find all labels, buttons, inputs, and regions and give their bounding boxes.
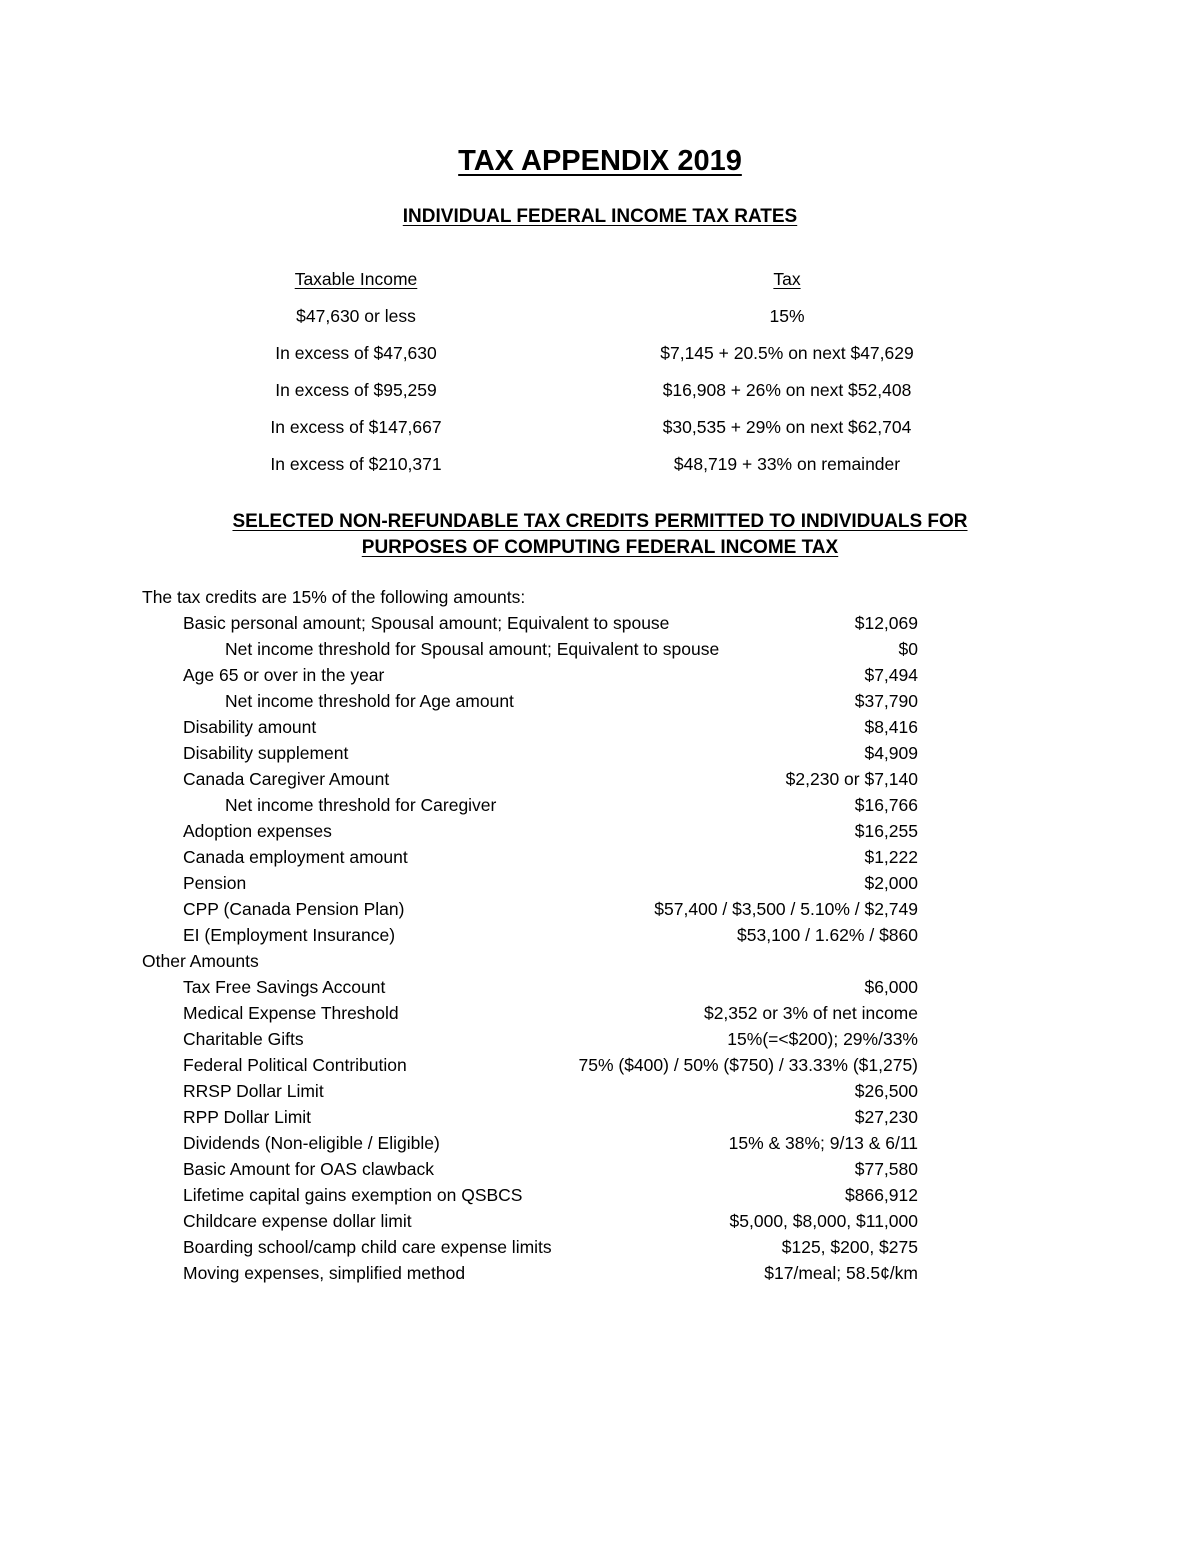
credit-value: $57,400 / $3,500 / 5.10% / $2,749 [654,899,918,919]
credit-label: Net income threshold for Spousal amount; Equivalent to spouse [225,639,720,659]
credit-value: $8,416 [864,717,918,737]
tax-rate-row [0,340,1200,377]
credit-value: $866,912 [845,1185,918,1205]
credit-label: CPP (Canada Pension Plan) [183,899,405,919]
tax-rates-table [0,266,1200,488]
credit-label: Basic Amount for OAS clawback [183,1159,434,1179]
credit-row [0,792,1200,818]
credit-label: Medical Expense Threshold [183,1003,399,1023]
credit-value: $125, $200, $275 [781,1237,918,1257]
credit-label: Dividends (Non-eligible / Eligible) [183,1133,440,1153]
credit-value: $27,230 [854,1107,918,1127]
credit-row [0,662,1200,688]
tax-rate-row [0,303,1200,340]
credit-label: Adoption expenses [183,821,332,841]
credit-label: Net income threshold for Caregiver [225,795,497,815]
credit-row [0,844,1200,870]
credit-value: $16,255 [854,821,918,841]
tax-rates-header-row [0,266,1200,303]
credit-value: $2,352 or 3% of net income [703,1003,918,1023]
credit-value: 75% ($400) / 50% ($750) / 33.33% ($1,275) [578,1055,918,1075]
rates-section-title: INDIVIDUAL FEDERAL INCOME TAX RATES [402,206,798,227]
credit-label: EI (Employment Insurance) [183,925,396,945]
credit-label: Boarding school/camp child care expense limits [183,1237,552,1257]
credit-row [0,870,1200,896]
credit-row [0,1000,1200,1026]
credit-label: Federal Political Contribution [183,1055,407,1075]
credits-section-title [0,509,1200,561]
credit-value: $26,500 [854,1081,918,1101]
credit-value: $2,230 or $7,140 [785,769,918,789]
tax-cell: $7,145 + 20.5% on next $47,629 [660,343,914,363]
credit-row [0,1234,1200,1260]
credits-heading-line-1: SELECTED NON-REFUNDABLE TAX CREDITS PERMITTED TO INDIVIDUALS FOR [232,511,968,532]
credit-label: The tax credits are 15% of the following amounts: [142,587,526,607]
credit-row [0,714,1200,740]
page-title: TAX APPENDIX 2019 [458,145,742,177]
credit-row [0,1208,1200,1234]
credit-value: $0 [898,639,918,659]
credit-value: $6,000 [864,977,918,997]
credit-row [0,636,1200,662]
credit-row [0,1260,1200,1286]
credit-label: Canada Caregiver Amount [183,769,390,789]
credit-row [0,584,1200,610]
credit-label: RPP Dollar Limit [183,1107,312,1127]
credit-value: 15%(=<$200); 29%/33% [727,1029,918,1049]
credit-row [0,740,1200,766]
credit-value: $17/meal; 58.5¢/km [764,1263,918,1283]
credit-label: Pension [183,873,247,893]
credit-label: Moving expenses, simplified method [183,1263,466,1283]
credit-label: Childcare expense dollar limit [183,1211,412,1231]
tax-cell: $30,535 + 29% on next $62,704 [662,417,912,437]
credit-value: 15% & 38%; 9/13 & 6/11 [728,1133,918,1153]
tax-cell: $48,719 + 33% on remainder [673,454,901,474]
credit-row [0,922,1200,948]
tax-header: Tax [773,269,801,289]
credit-row [0,1130,1200,1156]
credits-heading-line-2: PURPOSES OF COMPUTING FEDERAL INCOME TAX [361,537,839,558]
credit-label: Disability amount [183,717,317,737]
credit-label: Canada employment amount [183,847,408,867]
credit-row [0,1052,1200,1078]
credit-row [0,896,1200,922]
credit-label: Other Amounts [142,951,259,971]
tax-cell: 15% [769,306,805,326]
taxable-income-cell: In excess of $47,630 [275,343,437,363]
credit-value: $12,069 [854,613,918,633]
credit-label: Lifetime capital gains exemption on QSBCS [183,1185,523,1205]
taxable-income-cell: In excess of $95,259 [275,380,437,400]
credit-value: $16,766 [854,795,918,815]
taxable-income-header: Taxable Income [294,269,418,289]
tax-rate-row [0,377,1200,414]
credit-label: Basic personal amount; Spousal amount; Equivalent to spouse [183,613,670,633]
credit-row [0,1026,1200,1052]
tax-rate-row [0,414,1200,451]
taxable-income-cell: In excess of $210,371 [270,454,442,474]
tax-cell: $16,908 + 26% on next $52,408 [662,380,912,400]
credit-label: Age 65 or over in the year [183,665,385,685]
credit-row [0,1104,1200,1130]
tax-credits-list [0,584,1200,1286]
tax-rate-row [0,451,1200,488]
credit-value: $5,000, $8,000, $11,000 [729,1211,918,1231]
credit-label: Net income threshold for Age amount [225,691,514,711]
credit-value: $53,100 / 1.62% / $860 [737,925,918,945]
credit-value: $37,790 [854,691,918,711]
credit-row [0,818,1200,844]
credit-value: $4,909 [864,743,918,763]
credit-label: Disability supplement [183,743,349,763]
credit-row [0,766,1200,792]
credit-label: Tax Free Savings Account [183,977,386,997]
credit-row [0,688,1200,714]
credit-label: RRSP Dollar Limit [183,1081,324,1101]
credit-value: $7,494 [864,665,918,685]
credit-row [0,974,1200,1000]
credit-value: $77,580 [854,1159,918,1179]
taxable-income-cell: $47,630 or less [296,306,416,326]
credit-value: $2,000 [864,873,918,893]
credit-row [0,948,1200,974]
credit-row [0,1078,1200,1104]
credit-label: Charitable Gifts [183,1029,304,1049]
credit-row [0,1182,1200,1208]
taxable-income-cell: In excess of $147,667 [270,417,442,437]
credit-row [0,1156,1200,1182]
credit-value: $1,222 [864,847,918,867]
credit-row [0,610,1200,636]
